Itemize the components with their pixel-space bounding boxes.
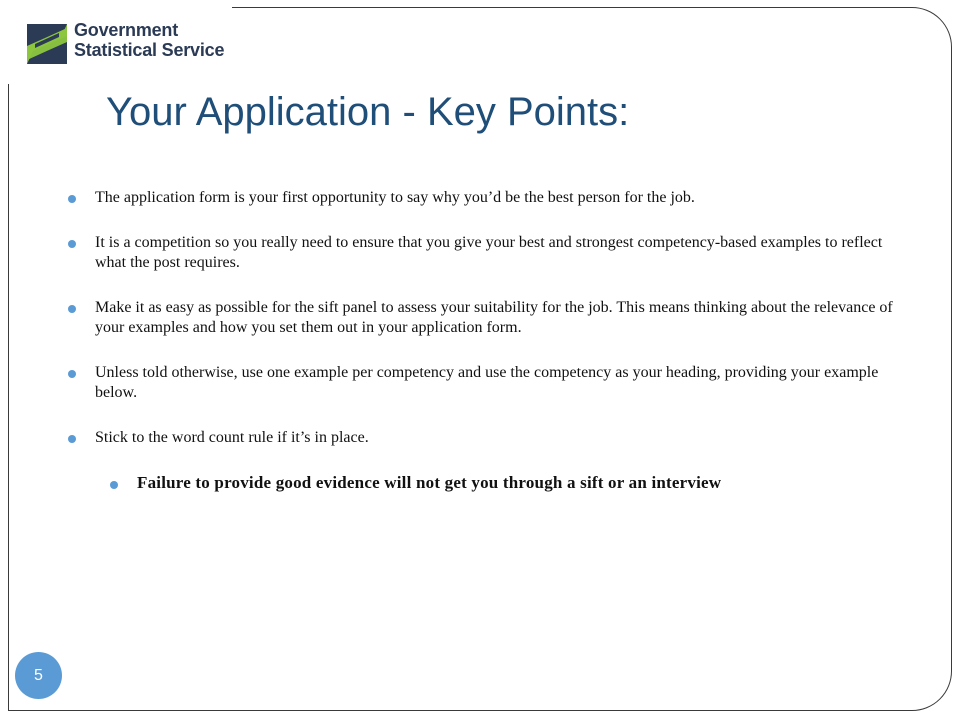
gss-s-logo-icon (27, 24, 67, 64)
bullet-text: Stick to the word count rule if it’s in place. (95, 429, 369, 446)
bullet-text: It is a competition so you really need to ensure that you give your best and strongest competency-based examples to reflect what the post requires. (95, 234, 883, 271)
logo (0, 0, 232, 84)
bullet-dot-icon (68, 195, 76, 203)
bullet-text: Make it as easy as possible for the sift panel to assess your suitability for the job. This means thinking about the relevance of your examples and how you set them out in your application form. (95, 299, 893, 336)
bullet-dot-icon (68, 370, 76, 378)
page-number: 5 (15, 652, 62, 699)
bullet-item (66, 298, 896, 338)
bullet-item (66, 233, 896, 273)
bullet-dot-icon (68, 435, 76, 443)
bullet-list (66, 188, 896, 518)
logo-text (74, 20, 224, 60)
sub-bullet-item (66, 473, 896, 493)
bullet-dot-icon (68, 305, 76, 313)
logo-line-1: Government (74, 20, 179, 40)
bullet-item (66, 428, 896, 448)
bullet-text: The application form is your first opportunity to say why you’d be the best person for the job. (95, 189, 695, 206)
sub-bullet-text: Failure to provide good evidence will not get you through a sift or an interview (137, 473, 722, 492)
bullet-item (66, 188, 896, 208)
slide-title: Your Application - Key Points: (106, 90, 630, 134)
bullet-dot-icon (68, 240, 76, 248)
logo-line-2: Statistical Service (74, 40, 225, 60)
bullet-dot-icon (110, 481, 118, 489)
bullet-item (66, 363, 896, 403)
bullet-text: Unless told otherwise, use one example per competency and use the competency as your heading, providing your example below. (95, 364, 879, 401)
